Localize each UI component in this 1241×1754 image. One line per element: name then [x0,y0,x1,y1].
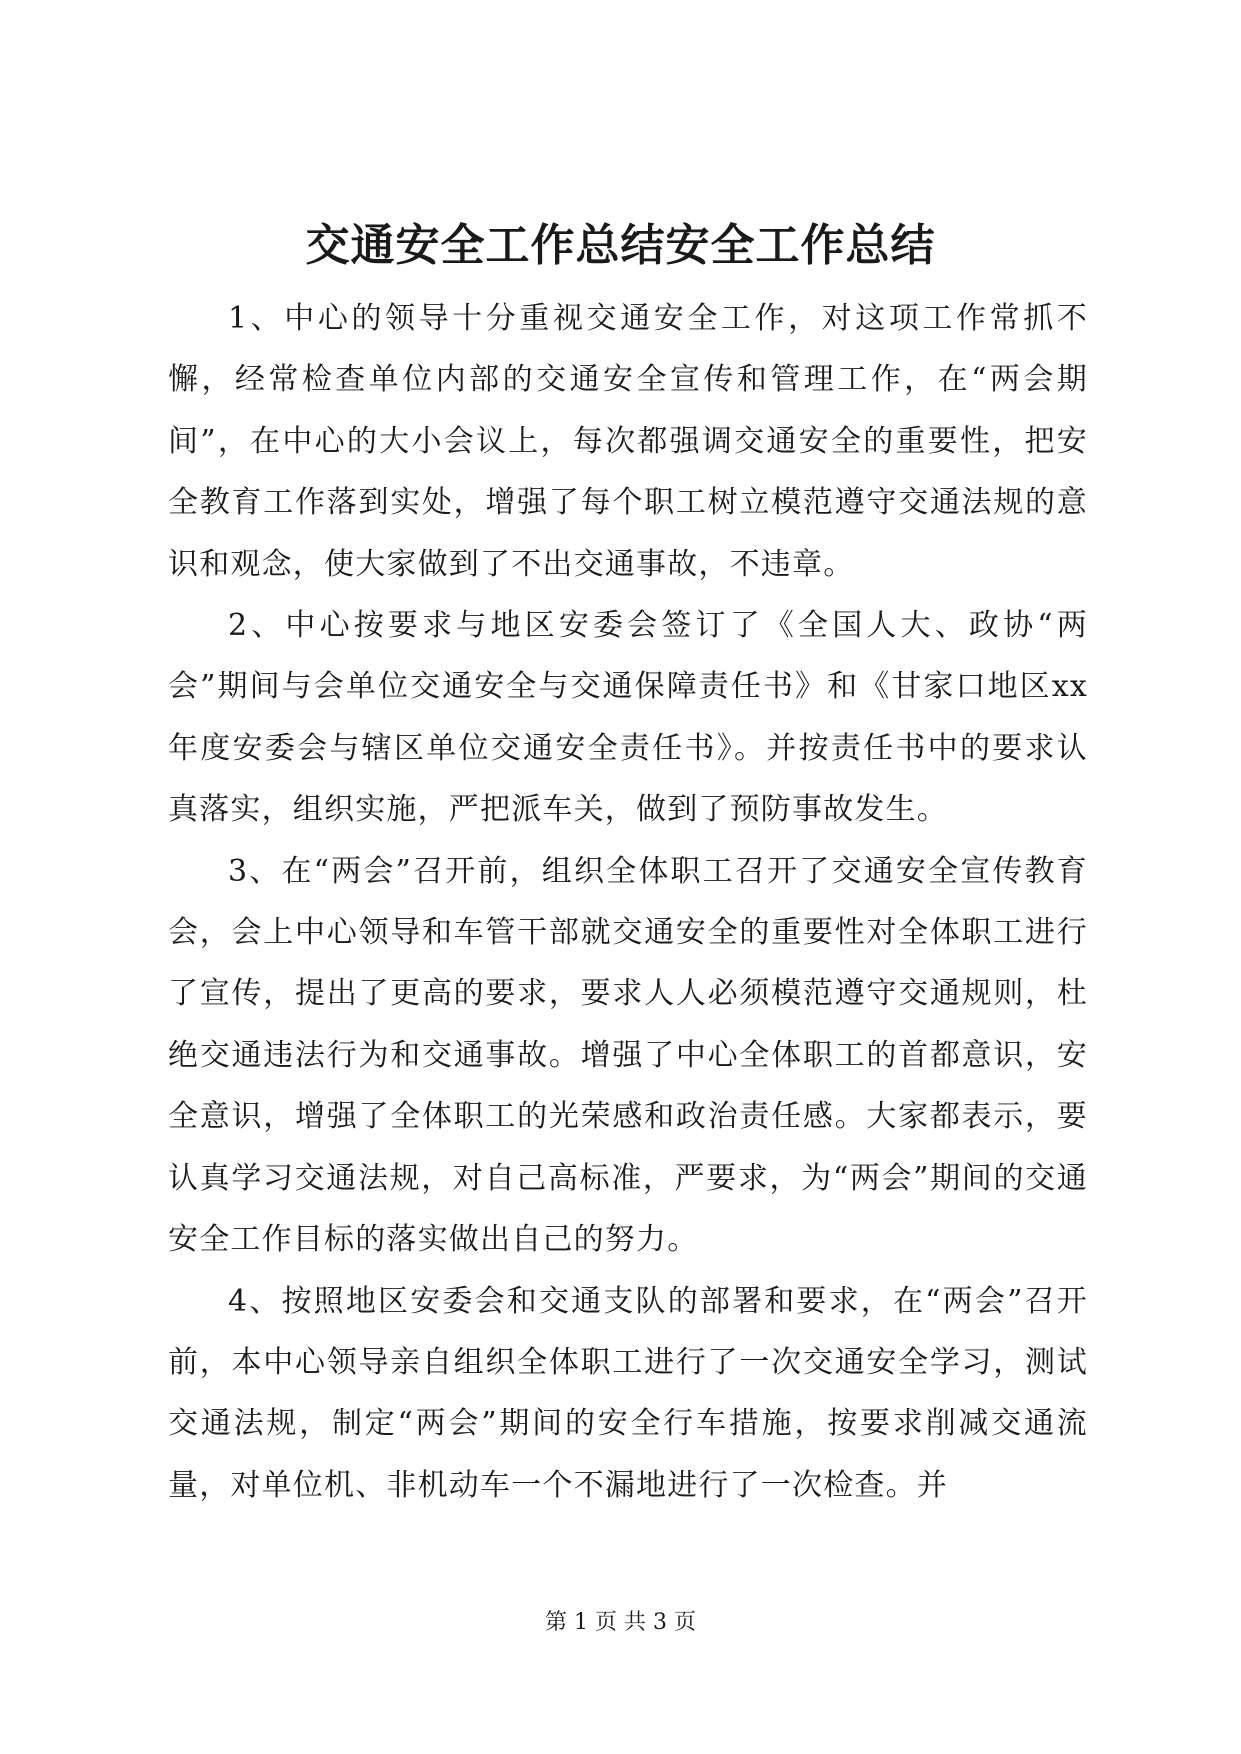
paragraph-3: 3、在“两会”召开前，组织全体职工召开了交通安全宣传教育会，会上中心领导和车管干部就交通安全的重要性对全体职工进行了宣传，提出了更高的要求，要求人人必须模范遵守交通规则，杜绝交通违法行为和交通事故。增强了中心全体职工的首都意识，安全意识，增强了全体职工的光荣感和政治责任感。大家都表示，要认真学习交通法规，对自己高标准，严要求，为“两会”期间的交通安全工作目标的落实做出自己的努力。 [168,853,1088,1258]
document-body [168,288,1088,1516]
paragraph-4: 4、按照地区安委会和交通支队的部署和要求，在“两会”召开前，本中心领导亲自组织全体职工进行了一次交通安全学习，测试交通法规，制定“两会”期间的安全行车措施，按要求削减交通流量，对单位机、非机动车一个不漏地进行了一次检查。并 [168,1283,1088,1503]
paragraph-1: 1、中心的领导十分重视交通安全工作，对这项工作常抓不懈，经常检查单位内部的交通安全宣传和管理工作，在“两会期间”，在中心的大小会议上，每次都强调交通安全的重要性，把安全教育工作落到实处，增强了每个职工树立模范遵守交通法规的意识和观念，使大家做到了不出交通事故，不违章。 [168,301,1088,582]
page-number-footer: 第 1 页 共 3 页 [545,1610,696,1635]
paragraph-2: 2、中心按要求与地区安委会签订了《全国人大、政协“两会”期间与会单位交通安全与交通保障责任书》和《甘家口地区xx年度安委会与辖区单位交通安全责任书》。并按责任书中的要求认真落实，组织实施，严把派车关，做到了预防事故发生。 [168,608,1088,828]
document-title: 交通安全工作总结安全工作总结 [305,220,936,271]
